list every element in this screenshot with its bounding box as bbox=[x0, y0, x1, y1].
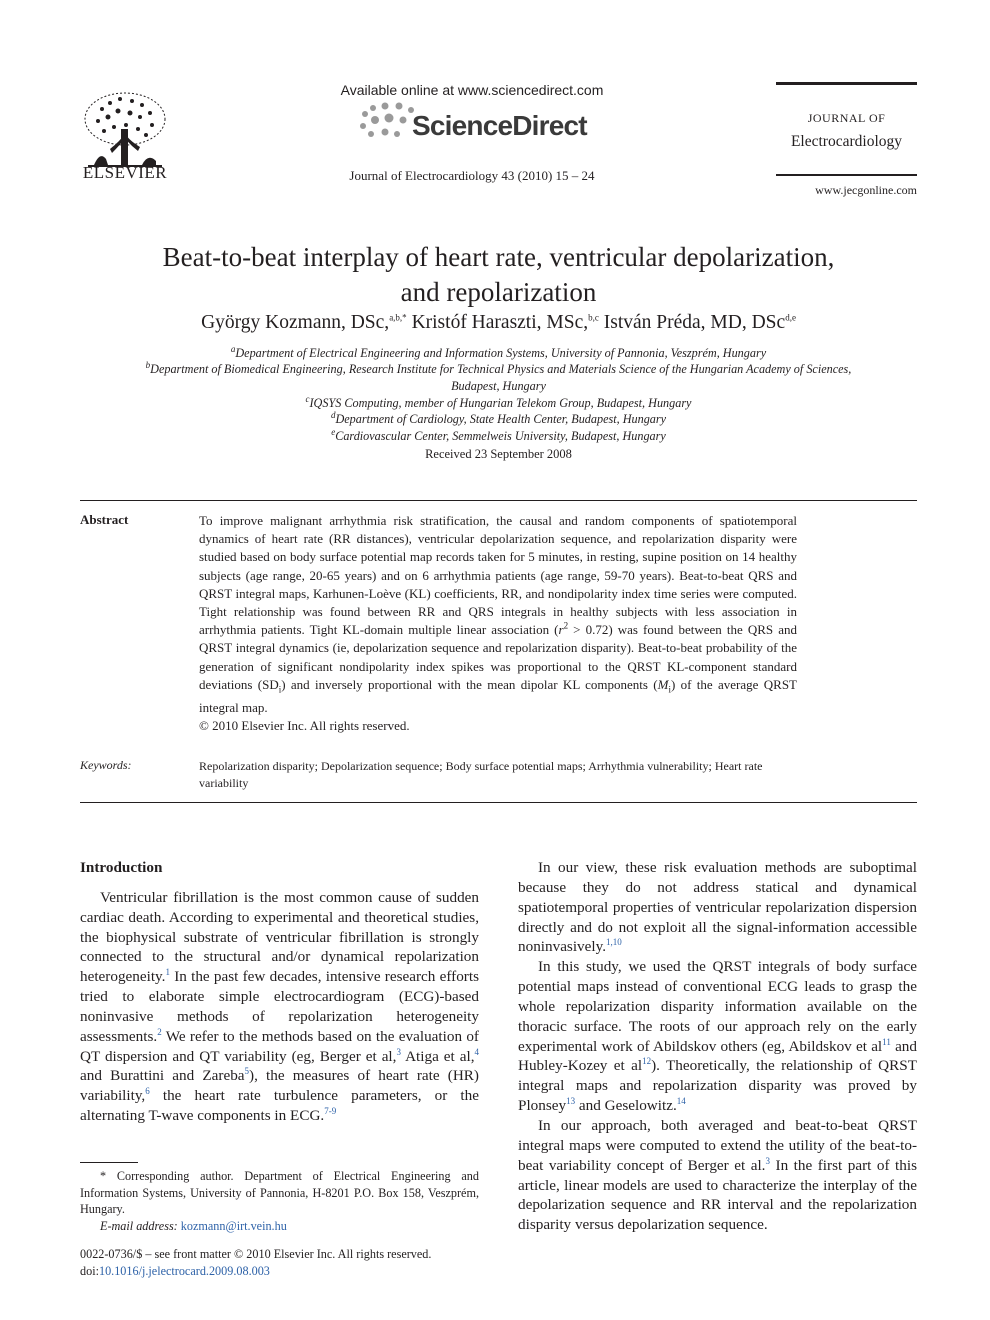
text-run: We refer to the methods based on the evaluation of QT dispersion and QT variability (eg, Berger et al, bbox=[80, 1027, 479, 1065]
copyright-line: © 2010 Elsevier Inc. All rights reserved. bbox=[199, 717, 410, 733]
author-affil-sup[interactable]: b,c bbox=[588, 312, 599, 323]
abstract-segment: To improve malignant arrhythmia risk stratification, the causal and random components of spatiotemporal dynamics of heart rate (RR distances), ventricular depolarization sequence, and repolarization disparity were studied based on body surface potential map records taken for 5 minutes, in resting, supine position on 14 healthy subjects (age range, 20-65 years) and on 6 arrhythmia patients (age range, 59-70 years). Beat-to-beat QRS and QRST integral maps, Karhunen-Loève (KL) coefficients, RR, and nondipolarity index time series were computed. Tight relationship was found between RR and QRS integrals in healthy subjects with less association in arrhythmia patients. Tight KL-domain multiple linear association ( bbox=[199, 513, 797, 638]
doi-link[interactable]: 10.1016/j.jelectrocard.2009.08.003 bbox=[98, 1263, 270, 1278]
citation-link[interactable]: 11 bbox=[882, 1036, 891, 1047]
author-list bbox=[80, 312, 917, 334]
text-run: and Burattini and Zareba bbox=[80, 1067, 245, 1085]
left-column bbox=[80, 858, 479, 1126]
abstract-segment: > 0.72) was found between the QRS and QRST integral dynamics (ie, depolarization sequence and repolarization disparity). Beat-to-beat probability of the generation of significant nondipolarity index spikes was proportional to the QRST KL-component standard deviations (SD bbox=[199, 622, 797, 692]
abstract-top-rule bbox=[80, 500, 917, 501]
email-label: E-mail address: bbox=[100, 1218, 178, 1233]
paragraph bbox=[518, 957, 917, 1116]
doi-label: doi: bbox=[80, 1263, 99, 1278]
affiliation bbox=[80, 428, 917, 445]
keywords-text: Repolarization disparity; Depolarization sequence; Body surface potential maps; Arrhythmia vulnerability; Heart rate variability bbox=[199, 759, 763, 790]
text-run: In this study, we used the QRST integrals of body surface potential maps instead of conventional ECG leads to grasp the whole repolarization disparity information available on the thoracic surface. The roots of our approach rely on the early experimental work of Abildskov others (eg, Abildskov et al bbox=[518, 958, 917, 1055]
citation-link[interactable]: 13 bbox=[566, 1096, 576, 1107]
affil-text: Department of Electrical Engineering and Information Systems, University of Pannonia, Veszprém, Hungary bbox=[235, 346, 767, 360]
citation-link[interactable]: 12 bbox=[642, 1056, 652, 1067]
text-run: Ventricular fibrillation is the most common cause of sudden cardiac death. According to experimental and theoretical studies, the biophysical substrate of ventricular fibrillation is strongly connected to the structural and/or dynamical repolarization heterogeneity. bbox=[80, 888, 479, 986]
abstract-text bbox=[199, 512, 797, 735]
citation-link[interactable]: 6 bbox=[145, 1086, 150, 1097]
article-title bbox=[80, 240, 917, 310]
affil-marker: b bbox=[145, 359, 151, 370]
r-symbol: r bbox=[558, 622, 564, 638]
text-run: and Hubley-Kozey et al bbox=[518, 1037, 917, 1075]
citation-link[interactable]: 14 bbox=[676, 1096, 686, 1107]
m-symbol: M bbox=[657, 676, 669, 692]
affil-text: Cardiovascular Center, Semmelweis University, Budapest, Hungary bbox=[335, 429, 666, 443]
publisher-name: ELSEVIER bbox=[82, 163, 168, 182]
citation-link[interactable]: 1,10 bbox=[606, 937, 622, 948]
affil-marker: a bbox=[230, 343, 236, 354]
text-run: In the first part of this article, linear models are used to characterize the interplay of the depolarization sequence and RR interval and the repolarization disparity versus depolarization sequence. bbox=[518, 1156, 917, 1234]
abstract-bottom-rule bbox=[80, 802, 917, 803]
r-superscript: 2 bbox=[563, 620, 569, 631]
affil-marker: e bbox=[331, 426, 336, 437]
title-line-1: Beat-to-beat interplay of heart rate, ventricular depolarization, bbox=[162, 242, 835, 272]
author-name: György Kozmann, DSc, bbox=[201, 312, 390, 333]
abstract-segment: ) and inversely proportional with the mean dipolar KL components ( bbox=[281, 676, 658, 692]
author-affil-sup[interactable]: a,b,* bbox=[389, 312, 407, 323]
affil-text: Department of Cardiology, State Health Center, Budapest, Hungary bbox=[335, 412, 667, 426]
text-run: In the past few decades, intensive research efforts tried to elaborate simple electrocardiogram (ECG)-based noninvasive methods of repolarization heterogeneity assessments. bbox=[80, 968, 479, 1045]
author-name: Kristóf Haraszti, MSc, bbox=[411, 312, 589, 333]
m-subscript: i bbox=[668, 684, 671, 695]
sd-subscript: i bbox=[278, 684, 282, 695]
paragraph bbox=[518, 1116, 917, 1235]
affiliation bbox=[80, 395, 917, 412]
citation-link[interactable]: 5 bbox=[244, 1066, 250, 1077]
citation-link[interactable]: 7-9 bbox=[324, 1106, 337, 1117]
journal-header-rule-top bbox=[776, 82, 917, 85]
sciencedirect-wordmark: ScienceDirect bbox=[412, 110, 587, 141]
corresponding-author-footnote bbox=[80, 1168, 479, 1234]
available-online-text: Available online at www.sciencedirect.com bbox=[340, 82, 604, 98]
footnote-rule bbox=[80, 1162, 138, 1163]
abstract-label: Abstract bbox=[80, 512, 129, 527]
footnote-text: * Corresponding author. Department of Electrical Engineering and Information Systems, University of Pannonia, H-8201 P.O. Box 158, Veszprém, Hungary. bbox=[80, 1169, 479, 1216]
text-run: the heart rate turbulence parameters, or the alternating T-wave components in ECG. bbox=[80, 1087, 479, 1125]
abstract-segment: ) of the average QRST integral map. bbox=[199, 676, 797, 715]
received-date: Received 23 September 2008 bbox=[425, 447, 572, 461]
title-line-2: and repolarization bbox=[400, 277, 597, 307]
email-link[interactable]: kozmann@irt.vein.hu bbox=[180, 1218, 287, 1233]
citation-link[interactable]: 1 bbox=[165, 967, 170, 978]
text-run: In our approach, both averaged and beat-to-beat QRST integral maps were computed to extend the utility of the beat-to-beat variability concept of Berger et al. bbox=[518, 1116, 917, 1174]
citation-link[interactable]: 4 bbox=[474, 1046, 479, 1057]
citation-link[interactable]: 3 bbox=[396, 1046, 401, 1057]
affiliation bbox=[80, 411, 917, 428]
section-heading-introduction: Introduction bbox=[80, 859, 163, 876]
text-run: Atiga et al, bbox=[400, 1047, 475, 1065]
affil-marker: c bbox=[305, 393, 310, 404]
front-matter bbox=[80, 1246, 500, 1279]
text-run: ). Theoretically, the relationship of QRST integral maps and repolarization disparity was proved by Plonsey bbox=[518, 1057, 918, 1115]
citation-link[interactable]: 2 bbox=[157, 1026, 162, 1037]
author-name: István Préda, MD, DSc bbox=[603, 312, 786, 333]
paragraph bbox=[80, 888, 479, 1126]
journal-title-line2: Electrocardiology bbox=[790, 133, 903, 150]
issn-line: 0022-0736/$ – see front matter © 2010 Elsevier Inc. All rights reserved. bbox=[80, 1247, 432, 1261]
affiliation bbox=[80, 378, 917, 395]
affil-text: IQSYS Computing, member of Hungarian Telekom Group, Budapest, Hungary bbox=[309, 396, 692, 410]
author-affil-sup[interactable]: d,e bbox=[785, 312, 796, 323]
affiliation bbox=[80, 361, 917, 378]
journal-reference: Journal of Electrocardiology 43 (2010) 15 – 24 bbox=[349, 168, 595, 183]
affil-text: Budapest, Hungary bbox=[451, 379, 546, 393]
affil-marker: d bbox=[330, 409, 336, 420]
affiliation bbox=[80, 345, 917, 362]
keywords-label: Keywords: bbox=[80, 758, 132, 772]
paragraph bbox=[518, 858, 917, 957]
affil-text: Department of Biomedical Engineering, Research Institute for Technical Physics and Materials Science of the Hungarian Academy of Sciences, bbox=[150, 362, 852, 376]
journal-header-rule-bottom bbox=[776, 174, 917, 176]
journal-title-line1: JOURNAL OF bbox=[807, 111, 886, 125]
journal-url[interactable]: www.jecgonline.com bbox=[815, 183, 917, 197]
text-run: In our view, these risk evaluation methods are suboptimal because they do not address statical and dynamical spatiotemporal properties of ventricular repolarization dispersion directly and do not exploit all the signal-information accessible noninvasively. bbox=[518, 859, 917, 956]
text-run: ), the measures of heart rate (HR) variability, bbox=[80, 1067, 479, 1105]
right-column bbox=[518, 858, 917, 1235]
text-run: and Geselowitz. bbox=[575, 1097, 677, 1115]
citation-link[interactable]: 3 bbox=[765, 1155, 770, 1166]
